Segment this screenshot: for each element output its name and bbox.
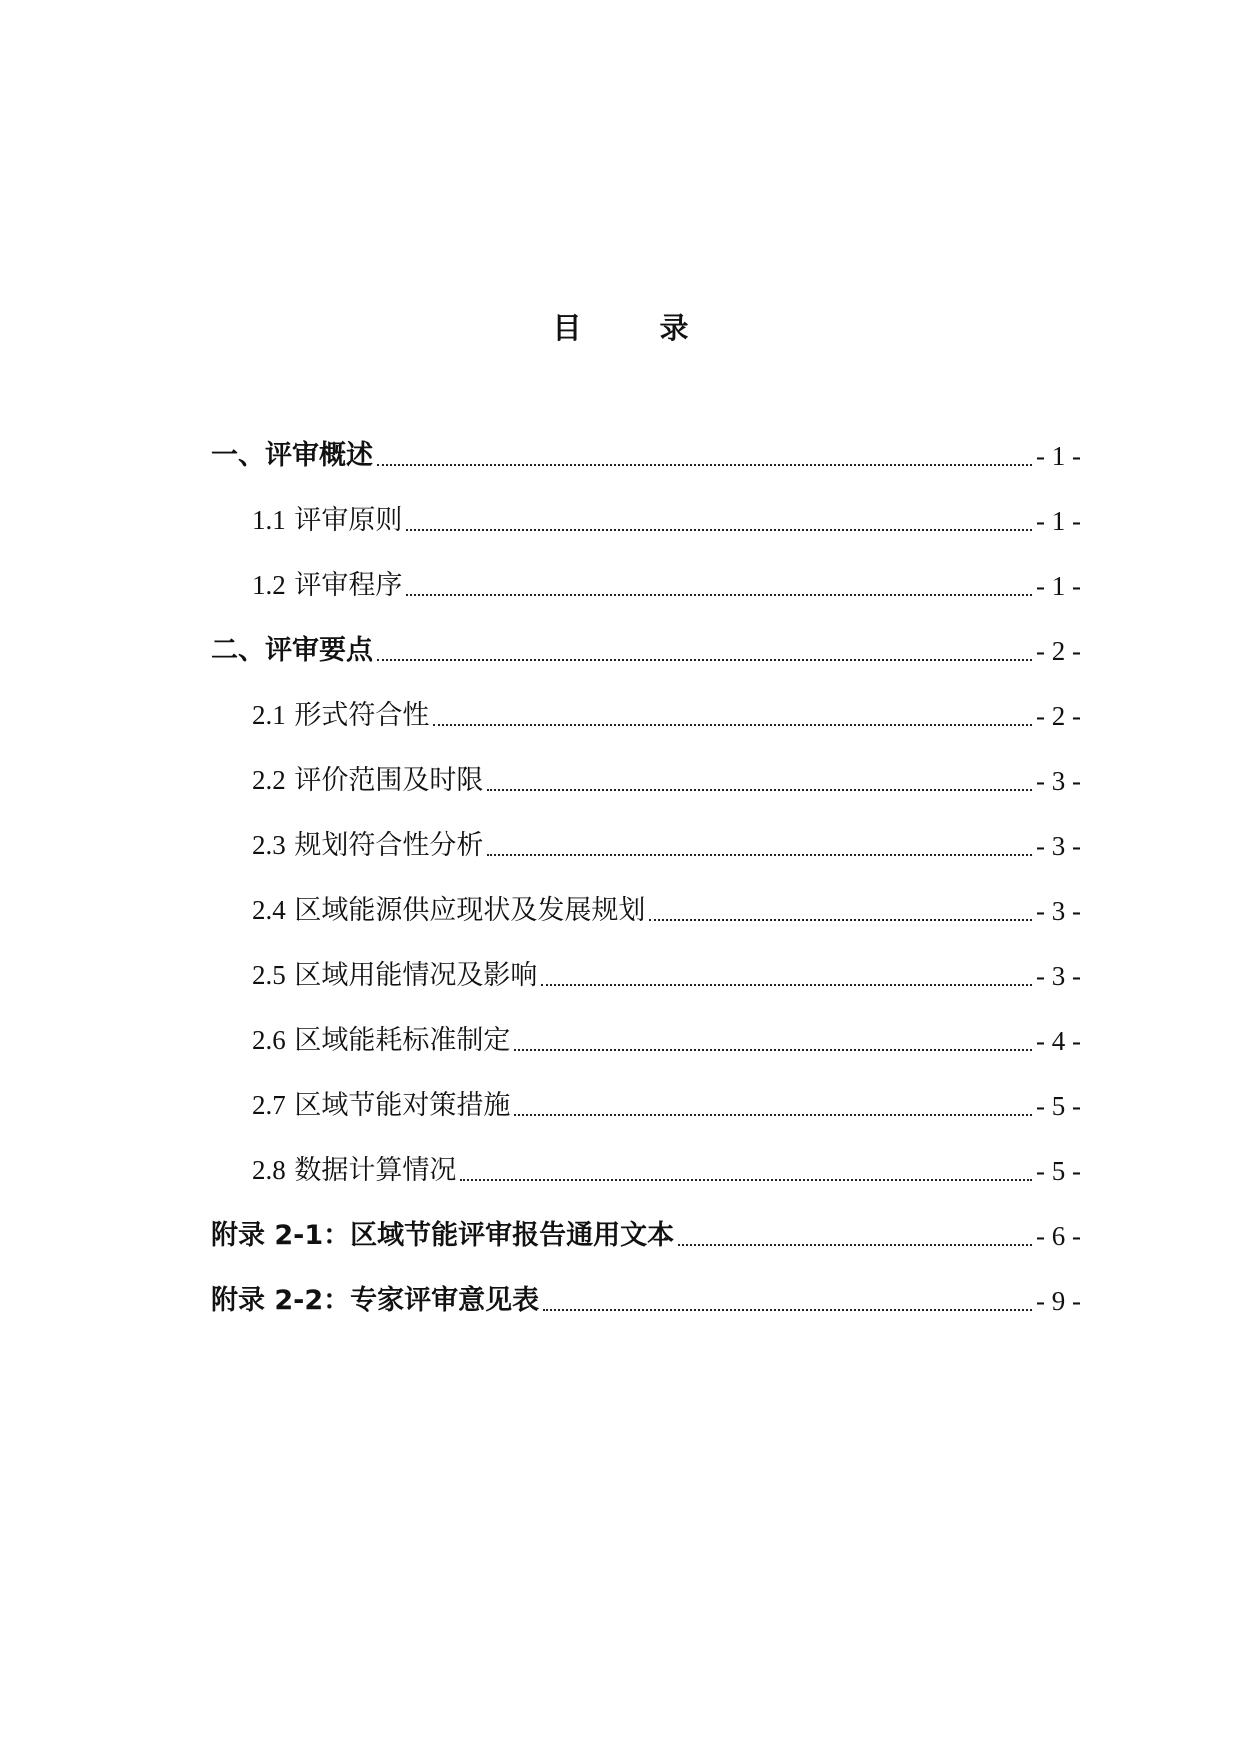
toc-entry-text: 形式符合性: [294, 700, 430, 731]
toc-entry-label: [252, 1153, 456, 1188]
toc-entry-appendix-2-2[interactable]: [211, 1253, 1081, 1318]
toc-page-number: - 3 -: [1036, 961, 1081, 991]
toc-entry-1-2[interactable]: [211, 538, 1081, 603]
toc-entry-number: 2.7: [252, 1090, 286, 1120]
toc-entry-text: 区域用能情况及影响: [294, 960, 538, 991]
toc-entry-text: 区域节能对策措施: [294, 1090, 511, 1121]
dot-leader: [433, 724, 1032, 726]
toc-page-number: - 3 -: [1036, 896, 1081, 926]
toc-entry-label: [252, 1023, 510, 1058]
dot-leader: [514, 1114, 1032, 1116]
toc-title: 目 录: [552, 311, 723, 345]
dot-leader: [678, 1244, 1032, 1246]
toc-entry-text: 数据计算情况: [294, 1155, 457, 1186]
toc-entry-text: 评审原则: [294, 505, 403, 536]
dot-leader: [487, 854, 1032, 856]
toc-entry-section-1[interactable]: [211, 408, 1081, 473]
toc-page-number: - 5 -: [1036, 1091, 1081, 1121]
toc-entry-label: [252, 568, 402, 603]
toc-entry-label: [252, 763, 483, 798]
toc-page-number: - 9 -: [1036, 1286, 1081, 1316]
toc-page-number: - 1 -: [1036, 441, 1081, 471]
toc-entry-text: 评审程序: [294, 570, 403, 601]
toc-page-number: - 5 -: [1036, 1156, 1081, 1186]
toc-entry-2-6[interactable]: [211, 993, 1081, 1058]
toc-entry-number: 2.1: [252, 700, 286, 730]
toc-entry-number: 2.5: [252, 960, 286, 990]
toc-entry-label: 附录 2-2：专家评审意见表: [211, 1285, 540, 1316]
toc-page-number: - 3 -: [1036, 831, 1081, 861]
toc-entry-number: 2.6: [252, 1025, 286, 1055]
toc-page-number: - 2 -: [1036, 701, 1081, 731]
dot-leader: [406, 594, 1032, 596]
dot-leader: [460, 1179, 1032, 1181]
toc-entry-text: 评价范围及时限: [294, 765, 484, 796]
toc-entry-label: 二、评审要点: [211, 635, 373, 666]
dot-leader: [377, 464, 1032, 466]
dot-leader: [377, 659, 1032, 661]
toc-entry-2-8[interactable]: [211, 1123, 1081, 1188]
toc-entry-label: [252, 828, 483, 863]
toc-entry-label: [252, 1088, 510, 1123]
dot-leader: [541, 984, 1032, 986]
toc-entry-2-5[interactable]: [211, 928, 1081, 993]
toc-page-number: - 2 -: [1036, 636, 1081, 666]
toc-entry-label: 一、评审概述: [211, 440, 373, 471]
toc-entry-1-1[interactable]: [211, 473, 1081, 538]
toc-entry-2-1[interactable]: [211, 668, 1081, 733]
toc-entry-label: [252, 958, 537, 993]
dot-leader: [514, 1049, 1032, 1051]
toc-entry-number: 2.8: [252, 1155, 286, 1185]
toc-entry-text: 区域能源供应现状及发展规划: [294, 895, 646, 926]
toc-entry-appendix-2-1[interactable]: [211, 1188, 1081, 1253]
toc-entry-number: 1.1: [252, 505, 286, 535]
dot-leader: [543, 1309, 1032, 1311]
toc-entry-number: 1.2: [252, 570, 286, 600]
toc-entry-number: 2.4: [252, 895, 286, 925]
toc-entry-label: [252, 503, 402, 538]
toc-entry-label: [252, 698, 429, 733]
toc-entry-2-7[interactable]: [211, 1058, 1081, 1123]
dot-leader: [649, 919, 1032, 921]
toc-page-number: - 1 -: [1036, 506, 1081, 536]
toc-entry-label: [252, 893, 645, 928]
toc-page-number: - 4 -: [1036, 1026, 1081, 1056]
dot-leader: [487, 789, 1032, 791]
toc-entry-label: 附录 2-1：区域节能评审报告通用文本: [211, 1220, 675, 1251]
toc-entry-text: 规划符合性分析: [294, 830, 484, 861]
toc-entry-section-2[interactable]: [211, 603, 1081, 668]
toc-page-number: - 3 -: [1036, 766, 1081, 796]
toc-entry-number: 2.2: [252, 765, 286, 795]
toc-page-number: - 6 -: [1036, 1221, 1081, 1251]
toc-entry-2-2[interactable]: [211, 733, 1081, 798]
toc-entry-2-3[interactable]: [211, 798, 1081, 863]
toc-entry-2-4[interactable]: [211, 863, 1081, 928]
toc-list: [211, 408, 1081, 1318]
toc-entry-number: 2.3: [252, 830, 286, 860]
toc-entry-text: 区域能耗标准制定: [294, 1025, 511, 1056]
dot-leader: [406, 529, 1032, 531]
toc-page-number: - 1 -: [1036, 571, 1081, 601]
